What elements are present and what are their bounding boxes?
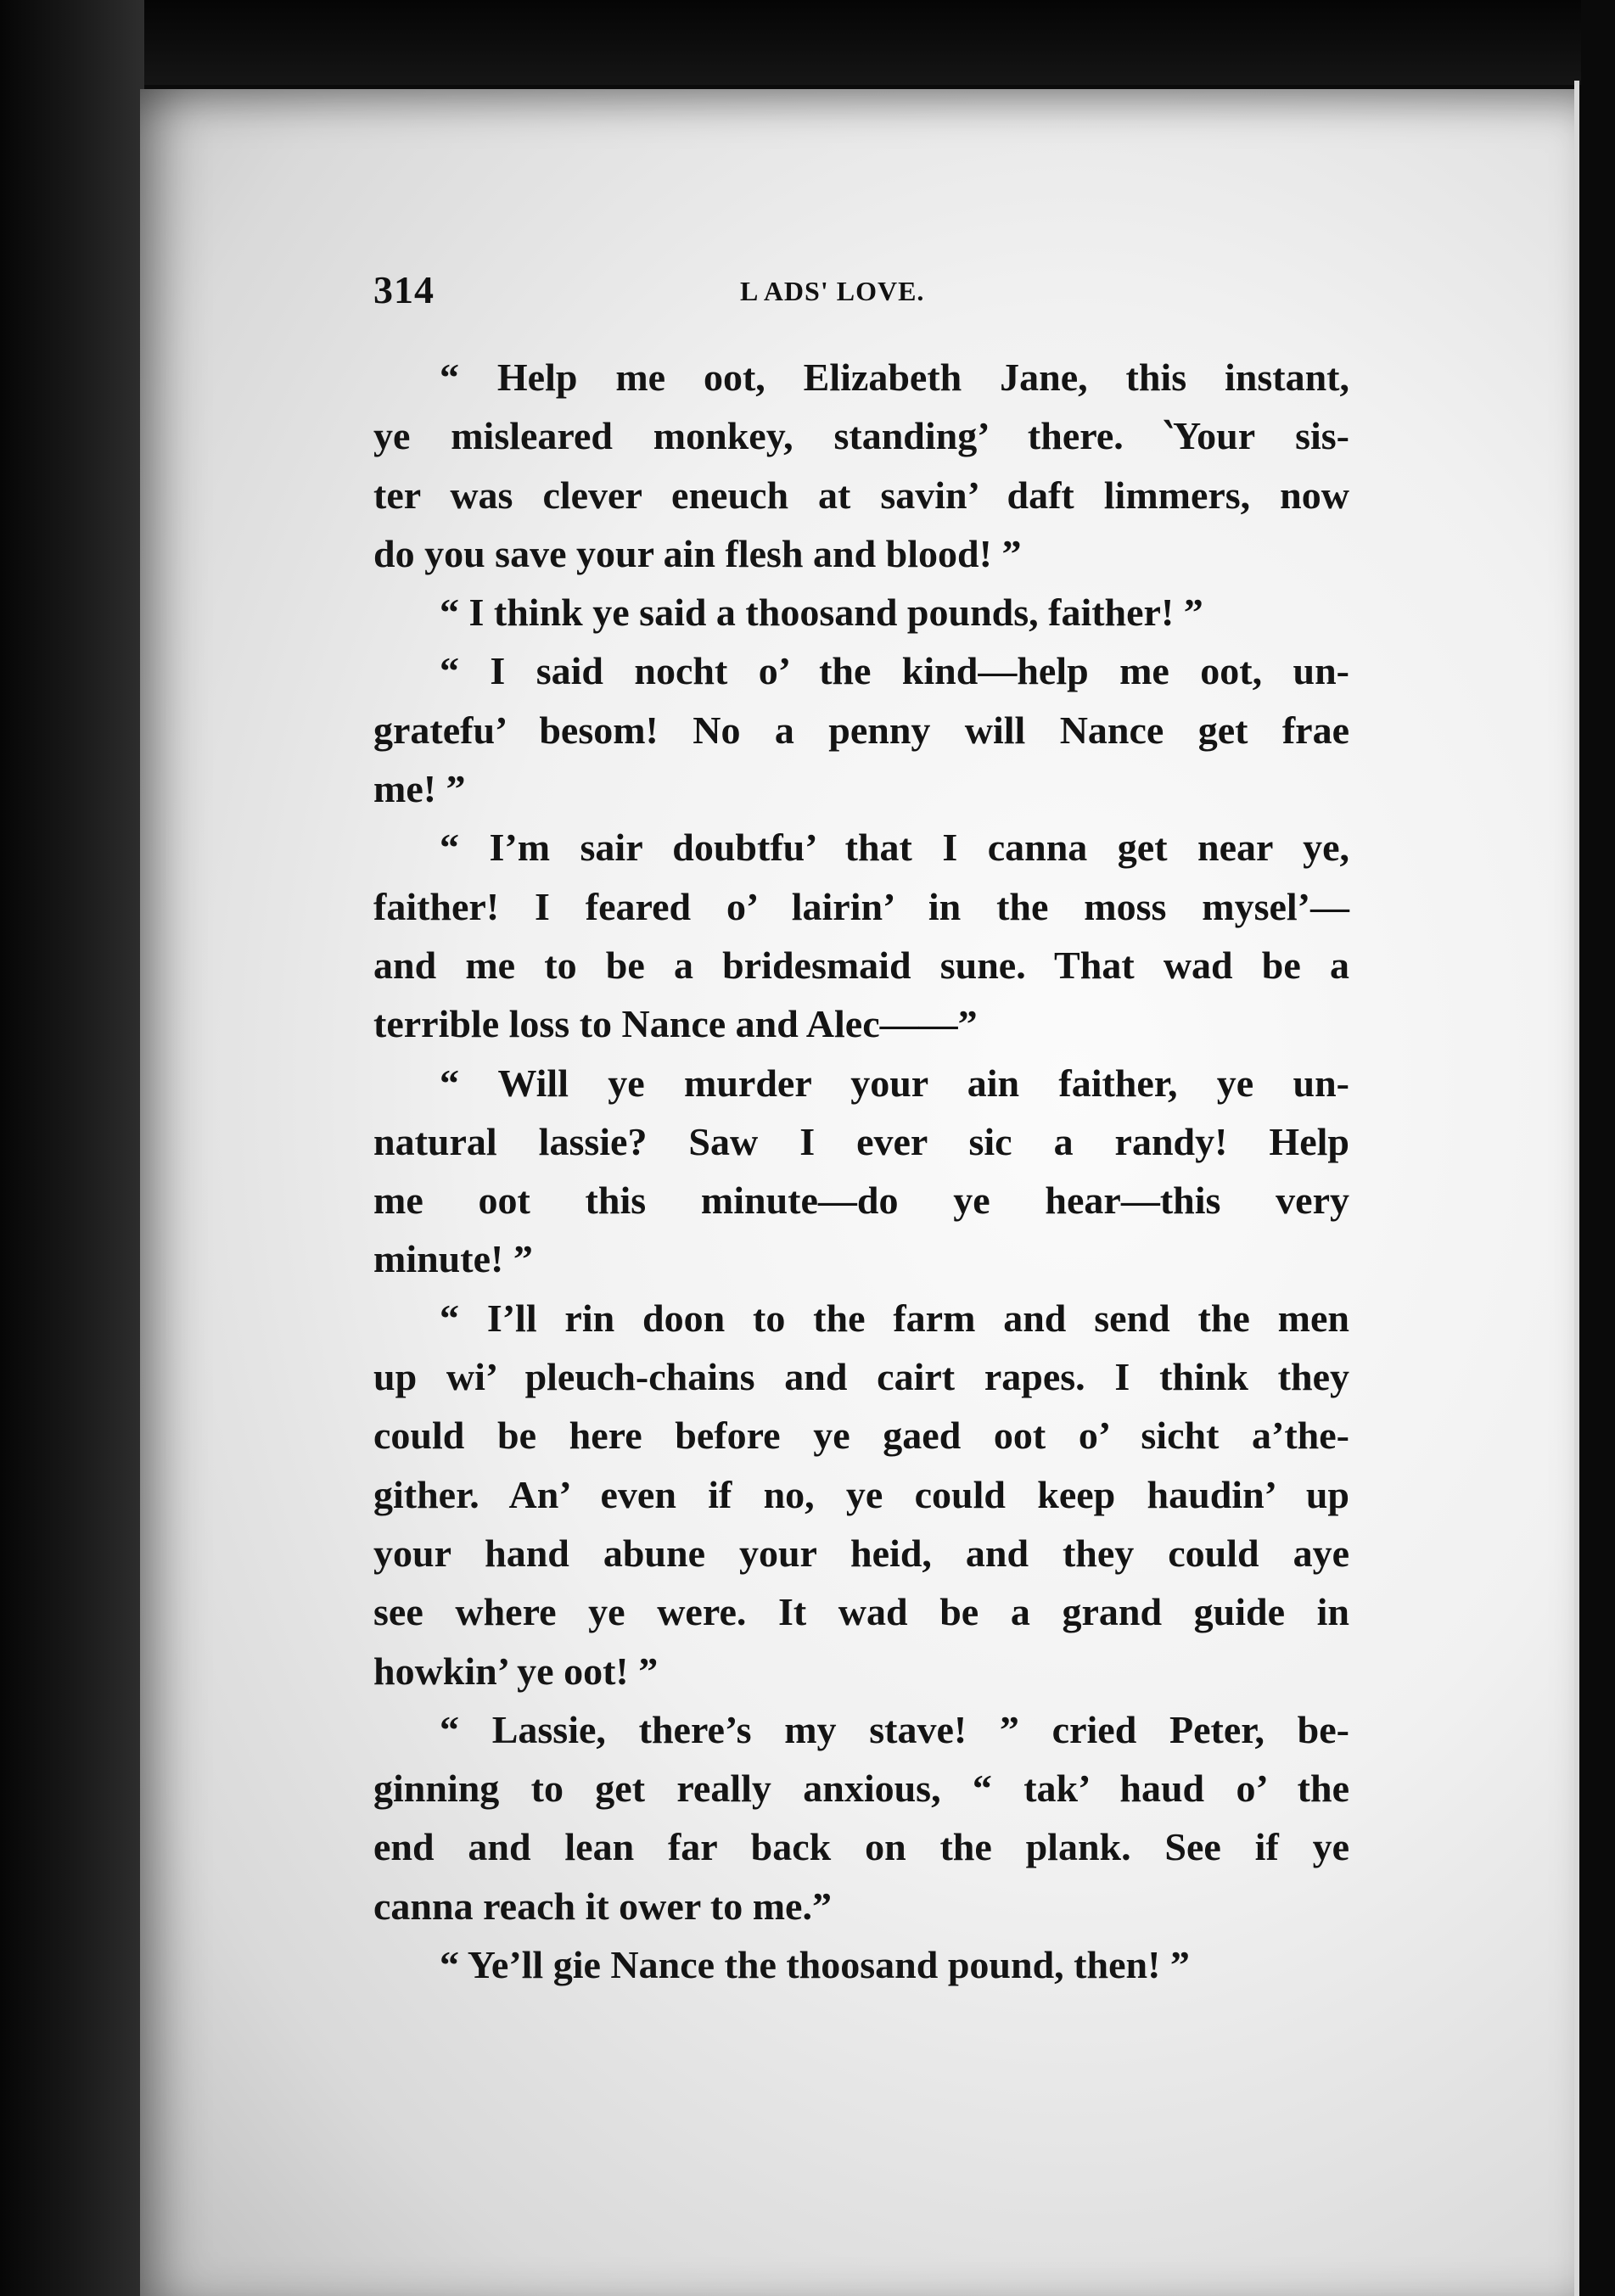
scan-top-border bbox=[0, 0, 1615, 85]
paragraph bbox=[373, 641, 1349, 818]
paragraph bbox=[373, 1054, 1349, 1289]
text-line: “ I said nocht o’ the kind—help me oot, un- bbox=[440, 649, 1349, 693]
text-line: “ Ye’ll gie Nance the thoosand pound, then! ” bbox=[440, 1943, 1190, 1987]
text-line: me oot this minute—do ye hear—this very bbox=[373, 1179, 1349, 1223]
text-line: “ Will ye murder your ain faither, ye un- bbox=[440, 1061, 1349, 1105]
text-line: and me to be a bridesmaid sune. That wad be a bbox=[373, 943, 1349, 987]
text-line: terrible loss to Nance and Alec——” bbox=[373, 1002, 978, 1046]
text-line: “ I think ye said a thoosand pounds, faither! ” bbox=[440, 591, 1203, 635]
text-line: natural lassie? Saw I ever sic a randy! Help bbox=[373, 1119, 1349, 1163]
paragraph bbox=[373, 1700, 1349, 1935]
text-line: me! ” bbox=[373, 767, 466, 811]
scan-left-border bbox=[0, 0, 144, 2296]
text-line: canna reach it ower to me.” bbox=[373, 1884, 832, 1928]
page-edge-line bbox=[1574, 81, 1579, 2296]
text-line: do you save your ain flesh and blood! ” bbox=[373, 531, 1022, 575]
paragraph bbox=[373, 1289, 1349, 1700]
page-number: 314 bbox=[373, 268, 435, 311]
running-title: L ADS' LOVE. bbox=[740, 276, 925, 306]
text-line: ter was clever eneuch at savin’ daft limmers, now bbox=[373, 473, 1349, 517]
paragraph bbox=[373, 348, 1349, 583]
text-line: your hand abune your heid, and they could aye bbox=[373, 1531, 1349, 1575]
text-line: end and lean far back on the plank. See if ye bbox=[373, 1825, 1349, 1869]
running-head bbox=[373, 267, 1349, 318]
body-text bbox=[373, 348, 1349, 1994]
text-line: gither. An’ even if no, ye could keep haudin’ up bbox=[373, 1472, 1349, 1516]
text-line: ye misleared monkey, standing’ there. ‵Your sis- bbox=[373, 414, 1349, 458]
text-line: up wi’ pleuch-chains and cairt rapes. I think they bbox=[373, 1355, 1349, 1399]
text-line: howkin’ ye oot! ” bbox=[373, 1649, 659, 1693]
paragraph bbox=[373, 583, 1349, 641]
paragraph bbox=[373, 1935, 1349, 1994]
text-line: could be here before ye gaed oot o’ sicht a’the- bbox=[373, 1414, 1349, 1458]
text-line: “ I’ll rin doon to the farm and send the men bbox=[440, 1296, 1349, 1340]
text-line: “ I’m sair doubtfu’ that I canna get near ye, bbox=[440, 826, 1349, 870]
text-line: ginning to get really anxious, “ tak’ haud o’ the bbox=[373, 1767, 1349, 1811]
text-line: faither! I feared o’ lairin’ in the moss mysel’— bbox=[373, 884, 1349, 928]
text-line: “ Help me oot, Elizabeth Jane, this instant, bbox=[440, 356, 1349, 399]
text-line: see where ye were. It wad be a grand guide in bbox=[373, 1590, 1349, 1634]
text-line: minute! ” bbox=[373, 1237, 533, 1281]
scan-right-border bbox=[1581, 0, 1615, 2296]
text-line: gratefu’ besom! No a penny will Nance get frae bbox=[373, 708, 1349, 752]
paragraph bbox=[373, 818, 1349, 1053]
text-line: “ Lassie, there’s my stave! ” cried Peter, be- bbox=[440, 1707, 1349, 1751]
